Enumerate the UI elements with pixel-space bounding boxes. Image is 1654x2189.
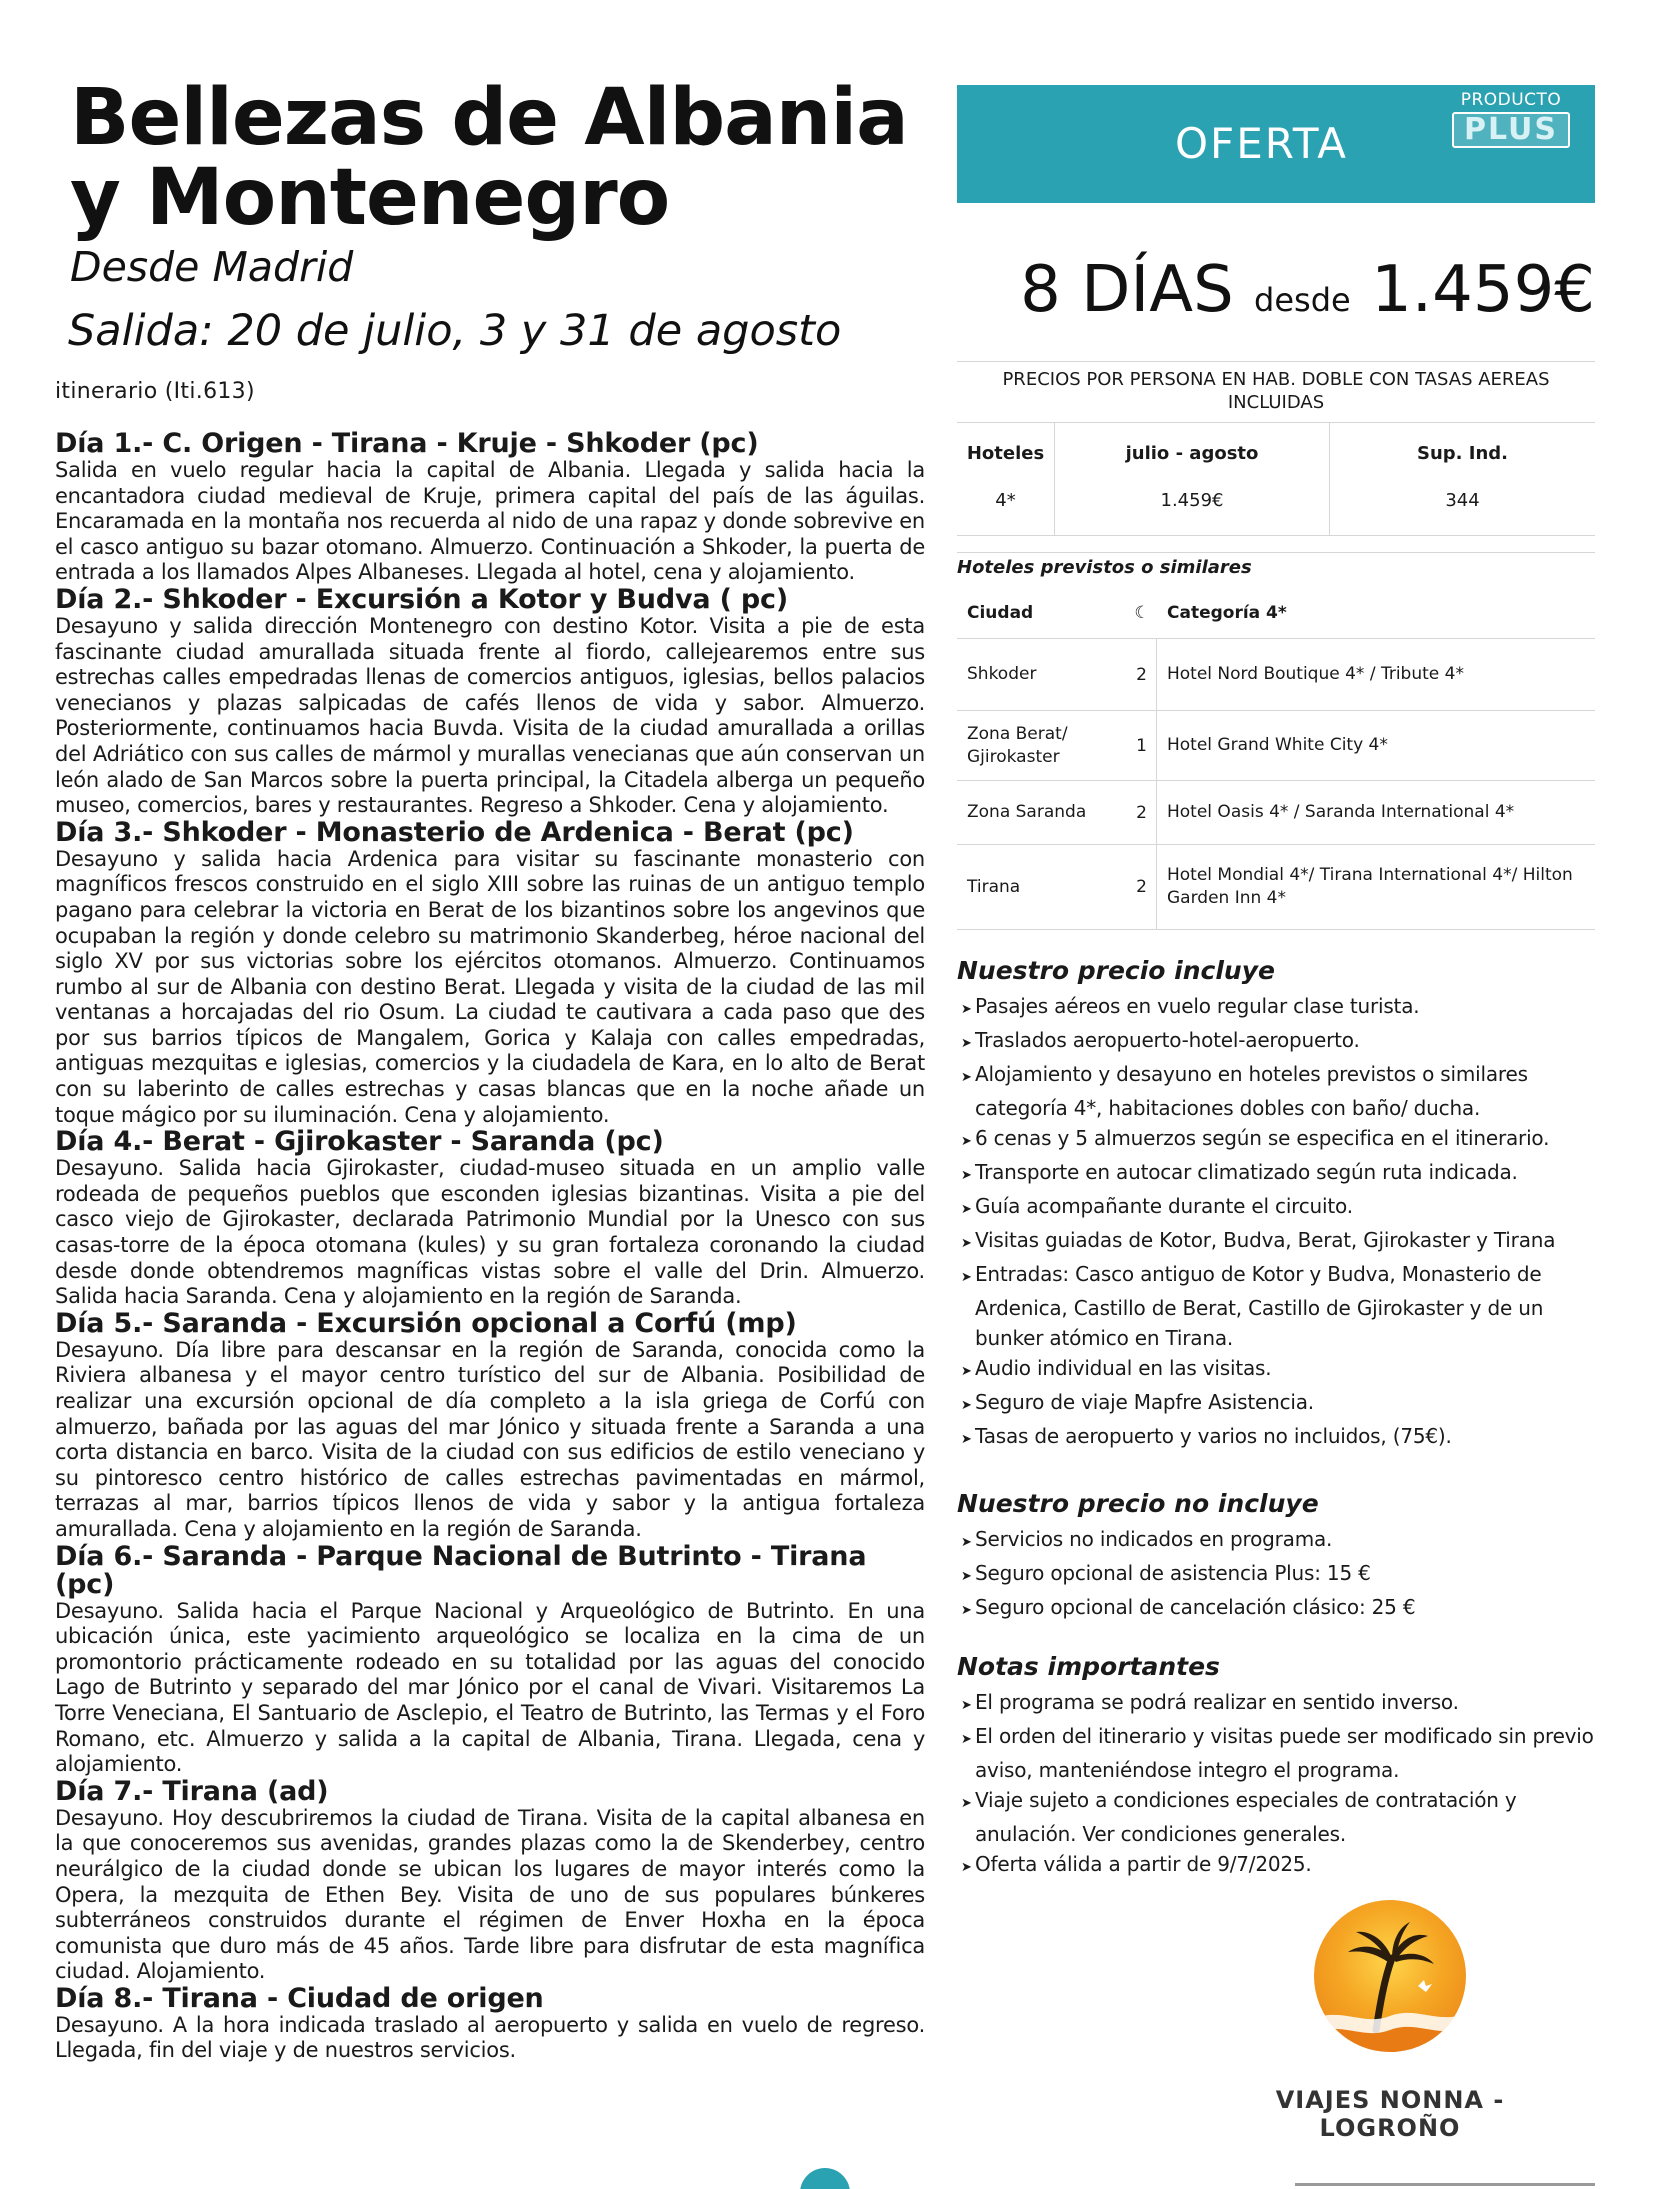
moon-icon: ☾ xyxy=(1134,603,1150,623)
day-title: Día 2.- Shkoder - Excursión a Kotor y Budva ( pc) xyxy=(55,583,788,615)
price-table xyxy=(957,361,1595,536)
producto-label: PRODUCTO xyxy=(1460,90,1562,110)
day-text: Desayuno. Salida hacia Gjirokaster, ciudad-museo situada en un amplio valle rodeada de pequeños pueblos que esconden iglesias bizantinas. Visita a pie del casco viejo de Gjirokaster, declarada Patrimonio Mundial por la Unesco con sus casas-torre de la época otomana (kules) y su gran fortaleza coronando la ciudad desde donde obtendremos magníficas vistas sobre el valle del Drin. Almuerzo. Salida hacia Saranda. Cena y alojamiento en la región de Saranda. xyxy=(55,1156,925,1309)
day-text: Desayuno. Salida hacia el Parque Nacional y Arqueológico de Butrinto. En una ubicación única, este yacimiento arqueológico se localiza en la cima de un promontorio prácticamente rodeado en su totalidad por las aguas del conocido Lago de Butrinto y separado del mar Jónico por el canal de Vivari. Visitaremos La Torre Veneciana, El Santuario de Asclepio, el Teatro de Butrinto, las Termas y el Foro Romano, etc. Almuerzo y salida a la capital de Albania, Tirana. Llegada, cena y alojamiento. xyxy=(55,1598,925,1777)
cell-category: 4* xyxy=(957,474,1055,535)
day-title: Día 3.- Shkoder - Monasterio de Ardenica - Berat (pc) xyxy=(55,816,854,848)
cell-supplement: 344 xyxy=(1445,490,1480,511)
day-title: Día 1.- C. Origen - Tirana - Kruje - Shkoder (pc) xyxy=(55,428,759,459)
table-row xyxy=(957,710,1595,780)
list-item: ➤ Seguro opcional de asistencia Plus: 15 € xyxy=(957,1558,1595,1592)
itinerary-day xyxy=(55,1775,925,1985)
list-item: ➤ Seguro de viaje Mapfre Asistencia. xyxy=(957,1387,1595,1421)
itinerary-day xyxy=(55,1540,925,1778)
hotels-title: Hoteles previstos o similares xyxy=(957,552,1595,578)
list-item: ➤ Tasas de aeropuerto y varios no incluidos, (75€). xyxy=(957,1421,1595,1455)
notes-title: Notas importantes xyxy=(957,1652,1220,1681)
excludes-title: Nuestro precio no incluye xyxy=(957,1489,1319,1518)
days-count: 8 DÍAS xyxy=(1020,253,1234,327)
col-category: Categoría 4* xyxy=(1167,602,1287,623)
hotel-city: Tirana xyxy=(967,876,1021,897)
decorative-dot xyxy=(800,2168,850,2189)
itinerary-day xyxy=(55,1982,925,2064)
table-row xyxy=(957,780,1595,844)
price-headline xyxy=(957,253,1595,327)
day-text: Desayuno y salida hacia Ardenica para visitar su fascinante monasterio con magníficos frescos construido en el siglo XIII sobre las ruinas de un antiguo templo pagano para celebrar la victoria en Berat de los bizantinos sobre los angevinos que ocupaban la región y donde celebro su matrimonio Skanderbeg, héroe nacional del siglo XV por sus victorias sobre los ejércitos otomanos. Almuerzo. Continuamos rumbo al sur de Albania con destino Berat. Llegada y visita de la ciudad de las mil ventanas a horcajadas del rio Osum. La ciudad te cautivara a cada paso que des por sus barrios típicos de Mangalem, Gorica y Kalaja con calles empedradas, antiguas mezquitas e iglesias, comercios y la ciudadela de Kara, en lo alto de Berat con su laberinto de calles estrechas y casas blancas que en la noche añade un toque mágico por su iluminación. Cena y alojamiento. xyxy=(55,846,925,1127)
day-title: Día 7.- Tirana (ad) xyxy=(55,1775,329,1807)
palm-tree-icon xyxy=(1314,1900,1466,2052)
hotel-name: Hotel Mondial 4*/ Tirana International 4*/ Hilton Garden Inn 4* xyxy=(1167,865,1573,908)
departure-city: Desde Madrid xyxy=(70,243,354,291)
price-table-row xyxy=(957,474,1595,536)
hotels-header-row xyxy=(957,588,1595,638)
table-row xyxy=(957,844,1595,930)
price-table-header-row xyxy=(957,423,1595,474)
includes-title: Nuestro precio incluye xyxy=(957,956,1275,985)
itinerary-day xyxy=(55,583,925,819)
list-item: ➤ El orden del itinerario y visitas puede ser modificado sin previo aviso, manteniéndose integro el programa. xyxy=(957,1721,1595,1785)
itinerary-day xyxy=(55,1307,925,1543)
list-item: ➤ Guía acompañante durante el circuito. xyxy=(957,1191,1595,1225)
col-city: Ciudad xyxy=(967,602,1034,623)
list-item: ➤ Traslados aeropuerto-hotel-aeropuerto. xyxy=(957,1025,1595,1059)
hotel-city: Shkoder xyxy=(967,664,1037,684)
plus-badge: PLUS xyxy=(1452,112,1570,148)
day-text: Desayuno. Hoy descubriremos la ciudad de Tirana. Visita de la capital albanesa en la que conoceremos sus avenidas, grandes plazas como la de Skenderbey, centro neurálgico de la ciudad donde se ubican los lugares de mayor interés como la Opera, la mezquita de Ethen Bey. Visita de uno de sus populares búnkeres subterráneos construidos durante el régimen de Enver Hoxha en la época comunista que duro más de 45 años. Tarde libre para disfrutar de esta magnífica ciudad. Alojamiento. xyxy=(55,1805,925,1984)
hotel-nights: 2 xyxy=(1127,845,1157,929)
table-row xyxy=(957,638,1595,710)
list-item: ➤ Servicios no indicados en programa. xyxy=(957,1524,1595,1558)
offer-label: OFERTA xyxy=(1175,119,1349,168)
list-item: ➤ Pasajes aéreos en vuelo regular clase turista. xyxy=(957,991,1595,1025)
itinerary-day xyxy=(55,816,925,1129)
offer-banner xyxy=(957,85,1595,203)
agency-logo xyxy=(1225,1900,1555,2142)
hotel-city: Zona Berat/ Gjirokaster xyxy=(967,723,1068,767)
day-title: Día 8.- Tirana - Ciudad de origen xyxy=(55,1982,544,2014)
hotel-nights: 2 xyxy=(1127,639,1157,710)
list-item: ➤ 6 cenas y 5 almuerzos según se especifica en el itinerario. xyxy=(957,1123,1595,1157)
hotel-city: Zona Saranda xyxy=(967,802,1087,822)
list-item: ➤ Oferta válida a partir de 9/7/2025. xyxy=(957,1849,1595,1883)
itinerary xyxy=(55,379,925,2064)
hotel-name: Hotel Nord Boutique 4* / Tribute 4* xyxy=(1167,664,1464,684)
palm-sun-logo-icon xyxy=(1314,1900,1466,2052)
excludes-list xyxy=(957,1524,1595,1626)
price-value: 1.459€ xyxy=(1371,253,1595,327)
hotel-nights: 2 xyxy=(1127,781,1157,844)
cell-price: 1.459€ xyxy=(1055,474,1330,535)
includes-list xyxy=(957,991,1595,1455)
col-sup: Sup. Ind. xyxy=(1416,443,1508,464)
list-item: ➤ El programa se podrá realizar en sentido inverso. xyxy=(957,1687,1595,1721)
price-table-heading: PRECIOS POR PERSONA EN HAB. DOBLE CON TASAS AEREAS INCLUIDAS xyxy=(957,362,1595,423)
page-title: Bellezas de Albania y Montenegro xyxy=(70,73,908,243)
day-text: Desayuno. A la hora indicada traslado al aeropuerto y salida en vuelo de regreso. Llegada, fin del viaje y de nuestros servicios. xyxy=(55,2012,925,2063)
agency-name: VIAJES NONNA - LOGROÑO xyxy=(1275,2086,1505,2142)
list-item: ➤ Entradas: Casco antiguo de Kotor y Budva, Monasterio de Ardenica, Castillo de Berat, Castillo de Gjirokaster y de un bunker atómico en Tirana. xyxy=(957,1259,1595,1353)
departure-dates: Salida: 20 de julio, 3 y 31 de agosto xyxy=(68,306,842,356)
desde-label: desde xyxy=(1254,281,1351,319)
offer-panel xyxy=(957,85,1595,1883)
list-item: ➤ Transporte en autocar climatizado según ruta indicada. xyxy=(957,1157,1595,1191)
hotel-name: Hotel Grand White City 4* xyxy=(1167,735,1388,755)
itinerary-day xyxy=(55,1128,925,1310)
footer-divider xyxy=(1295,2183,1595,2186)
day-title: Día 5.- Saranda - Excursión opcional a Corfú (mp) xyxy=(55,1307,797,1339)
day-title: Día 4.- Berat - Gjirokaster - Saranda (pc) xyxy=(55,1126,664,1158)
list-item: ➤ Visitas guiadas de Kotor, Budva, Berat, Gjirokaster y Tirana xyxy=(957,1225,1595,1259)
list-item: ➤ Viaje sujeto a condiciones especiales de contratación y anulación. Ver condiciones generales. xyxy=(957,1785,1595,1849)
hotel-name: Hotel Oasis 4* / Saranda International 4* xyxy=(1167,802,1515,822)
itinerary-day xyxy=(55,430,925,586)
day-text: Salida en vuelo regular hacia la capital de Albania. Llegada y salida hacia la encantadora ciudad medieval de Kruje, primera capital del país de las águilas. Encaramada en la montaña nos recuerda al nido de una rapaz y donde sobrevive en el casco antiguo su bazar otomano. Almuerzo. Continuación a Shkoder, la puerta de entrada a los llamados Alpes Albaneses. Llegada al hotel, cena y alojamiento. xyxy=(55,458,925,585)
day-text: Desayuno y salida dirección Montenegro con destino Kotor. Visita a pie de esta fascinante ciudad amurallada situada frente al fiordo, callejearemos entre sus estrechas calles empedradas llenas de comercios antiguos, iglesias, bellos palacios venecianos y plazas salpicadas de cafés llenos de vida y sabor. Almuerzo. Posteriormente, continuamos hacia Buvda. Visita de la ciudad amurallada a orillas del Adriático con sus calles de mármol y murallas venecianas que aún conservan un león alado de San Marcos sobre la puerta principal, la Citadela alberga un pequeño museo, comercios, bares y restaurantes. Regreso a Shkoder. Cena y alojamiento. xyxy=(55,613,925,818)
day-text: Desayuno. Día libre para descansar en la región de Saranda, conocida como la Riviera albanesa y el mayor centro turístico del sur de Albania. Posibilidad de realizar una excursión opcional de día completo a la isla griega de Corfú con almuerzo, bañada por las aguas del mar Jónico y situada frente a Saranda a una corta distancia en barco. Visita de la ciudad con sus edificios de estilo veneciano y su pintoresco centro histórico de calles estrechas pavimentadas en mármol, terrazas al mar, barrios típicos llenos de vida y sabor y la antigua fortaleza amurallada. Cena y alojamiento en la región de Saranda. xyxy=(55,1337,925,1541)
col-hoteles: Hoteles xyxy=(957,423,1055,474)
list-item: ➤ Seguro opcional de cancelación clásico: 25 € xyxy=(957,1592,1595,1626)
itinerary-code: itinerario (Iti.613) xyxy=(55,379,255,404)
list-item: ➤ Alojamiento y desayuno en hoteles previstos o similares categoría 4*, habitaciones dobles con baño/ ducha. xyxy=(957,1059,1595,1123)
notes-list xyxy=(957,1687,1595,1883)
col-period: julio - agosto xyxy=(1055,423,1330,474)
day-title: Día 6.- Saranda - Parque Nacional de Butrinto - Tirana (pc) xyxy=(55,1540,867,1600)
list-item: ➤ Audio individual en las visitas. xyxy=(957,1353,1595,1387)
hotel-nights: 1 xyxy=(1127,711,1157,780)
hotels-table xyxy=(957,588,1595,930)
producto-plus-tag xyxy=(1450,90,1572,148)
